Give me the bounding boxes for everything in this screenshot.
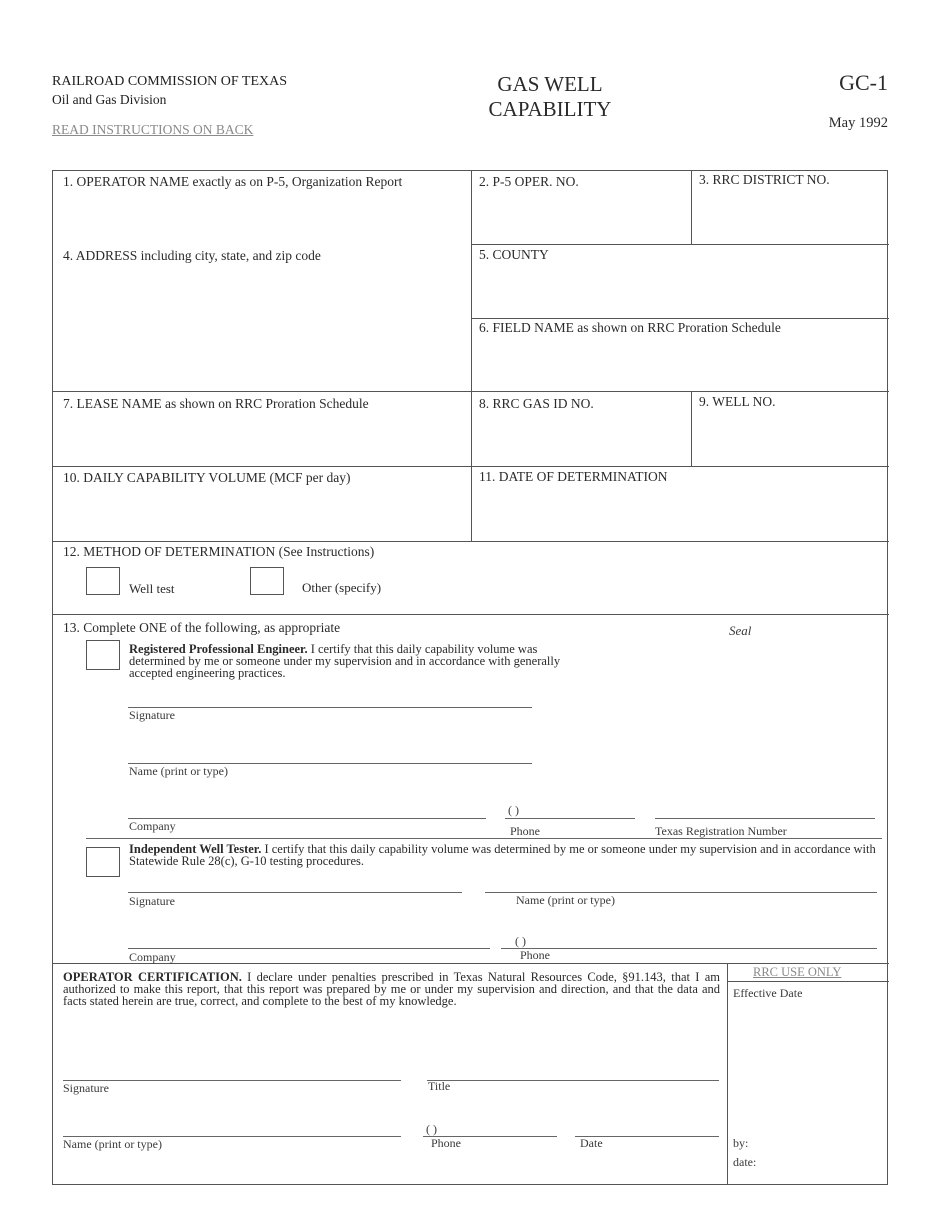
operator-cert-text: I declare under penalties prescribed in Texas Natural Resources Code, §91.143, that I am authorized to make this report, that this report was prepared by me or under my supervision and direction, and that the data and facts stated herein are true, correct, and complete to the best of my knowledge. bbox=[63, 970, 720, 1008]
date-of-determination-field[interactable]: 11. DATE OF DETERMINATION bbox=[479, 469, 668, 484]
rule bbox=[727, 981, 889, 982]
operator-date-label: Date bbox=[580, 1136, 603, 1150]
tester-certification-text bbox=[129, 843, 881, 867]
county-field[interactable]: 5. COUNTY bbox=[479, 247, 549, 262]
well-test-label: Well test bbox=[129, 581, 175, 596]
rrc-district-no-field[interactable]: 3. RRC DISTRICT NO. bbox=[699, 172, 830, 187]
form-grid bbox=[52, 170, 888, 1185]
operator-title-line[interactable] bbox=[427, 1080, 719, 1081]
form-date: May 1992 bbox=[828, 115, 888, 131]
rrc-date-label: date: bbox=[733, 1155, 757, 1169]
other-specify-checkbox[interactable] bbox=[250, 567, 284, 595]
seal-label: Seal bbox=[729, 623, 752, 638]
operator-phone-area: ( ) bbox=[426, 1122, 437, 1136]
rule bbox=[53, 614, 889, 615]
rule bbox=[471, 244, 889, 245]
rrc-gas-id-field[interactable]: 8. RRC GAS ID NO. bbox=[479, 396, 594, 411]
lease-name-field[interactable]: 7. LEASE NAME as shown on RRC Proration Schedule bbox=[63, 396, 369, 411]
well-no-field[interactable]: 9. WELL NO. bbox=[699, 394, 776, 409]
operator-title-label: Title bbox=[428, 1079, 451, 1093]
form-number: GC-1 bbox=[839, 70, 888, 95]
operator-name-label: Name (print or type) bbox=[63, 1137, 162, 1151]
rule bbox=[53, 541, 889, 542]
rule bbox=[471, 318, 889, 319]
tester-phone-area: ( ) bbox=[515, 934, 526, 948]
rrc-by-label: by: bbox=[733, 1136, 749, 1150]
tester-signature-line[interactable] bbox=[128, 892, 462, 893]
field-name-field[interactable]: 6. FIELD NAME as shown on RRC Proration Schedule bbox=[479, 320, 781, 335]
rule bbox=[691, 391, 692, 466]
operator-cert-heading: OPERATOR CERTIFICATION. bbox=[63, 970, 242, 984]
engineer-phone-area: ( ) bbox=[508, 803, 519, 817]
engineer-certification-text bbox=[129, 643, 584, 679]
well-test-checkbox[interactable] bbox=[86, 567, 120, 595]
section-divider bbox=[86, 838, 882, 839]
rule bbox=[53, 963, 889, 964]
engineer-phone-line[interactable] bbox=[505, 818, 635, 819]
rule bbox=[691, 171, 692, 244]
complete-one-label: 13. Complete ONE of the following, as appropriate bbox=[63, 620, 341, 635]
form-title-line1: GAS WELL bbox=[497, 72, 603, 96]
engineer-company-line[interactable] bbox=[128, 818, 486, 819]
p5-oper-no-field[interactable]: 2. P-5 OPER. NO. bbox=[479, 174, 579, 189]
address-field[interactable]: 4. ADDRESS including city, state, and zip code bbox=[63, 248, 321, 263]
rule bbox=[471, 171, 472, 541]
tester-company-line[interactable] bbox=[128, 948, 490, 949]
form-title-line2: CAPABILITY bbox=[488, 97, 612, 121]
engineer-signature-line[interactable] bbox=[128, 707, 532, 708]
division-name: Oil and Gas Division bbox=[52, 92, 167, 107]
agency-name: RAILROAD COMMISSION OF TEXAS bbox=[52, 74, 288, 89]
rule bbox=[727, 963, 728, 1185]
tester-company-label: Company bbox=[129, 950, 176, 964]
rrc-use-only-heading: RRC USE ONLY bbox=[753, 965, 842, 979]
other-specify-label: Other (specify) bbox=[302, 580, 382, 595]
engineer-phone-label: Phone bbox=[510, 824, 540, 838]
operator-signature-label: Signature bbox=[63, 1081, 109, 1095]
engineer-heading: Registered Professional Engineer. bbox=[129, 642, 308, 656]
operator-certification-text bbox=[63, 971, 720, 1007]
engineer-checkbox[interactable] bbox=[86, 640, 120, 670]
engineer-signature-label: Signature bbox=[129, 708, 175, 722]
tester-signature-label: Signature bbox=[129, 894, 175, 908]
tester-checkbox[interactable] bbox=[86, 847, 120, 877]
effective-date-label: Effective Date bbox=[733, 986, 803, 1000]
engineer-company-label: Company bbox=[129, 819, 176, 833]
engineer-name-label: Name (print or type) bbox=[129, 764, 228, 778]
registration-number-label: Texas Registration Number bbox=[655, 824, 787, 838]
tester-text: I certify that this daily capability volume was determined by me or someone under my supervision and in accordance with Statewide Rule 28(c), G-10 testing procedures. bbox=[129, 842, 876, 868]
form-title bbox=[450, 72, 650, 122]
tester-phone-label: Phone bbox=[520, 948, 550, 962]
operator-phone-label: Phone bbox=[431, 1136, 461, 1150]
method-of-determination-label: 12. METHOD OF DETERMINATION (See Instructions) bbox=[63, 544, 375, 559]
instructions-link[interactable]: READ INSTRUCTIONS ON BACK bbox=[52, 122, 254, 137]
registration-number-line[interactable] bbox=[655, 818, 875, 819]
daily-capability-field[interactable]: 10. DAILY CAPABILITY VOLUME (MCF per day) bbox=[63, 470, 351, 485]
tester-name-label: Name (print or type) bbox=[516, 893, 615, 907]
tester-phone-line[interactable] bbox=[501, 948, 877, 949]
operator-name-field[interactable]: 1. OPERATOR NAME exactly as on P-5, Organization Report bbox=[63, 174, 403, 189]
tester-heading: Independent Well Tester. bbox=[129, 842, 262, 856]
engineer-text: I certify that this daily capability volume was determined by me or someone under my supervision and in accordance with generally accepted engineering practices. bbox=[129, 642, 561, 680]
operator-signature-line[interactable] bbox=[63, 1080, 401, 1081]
